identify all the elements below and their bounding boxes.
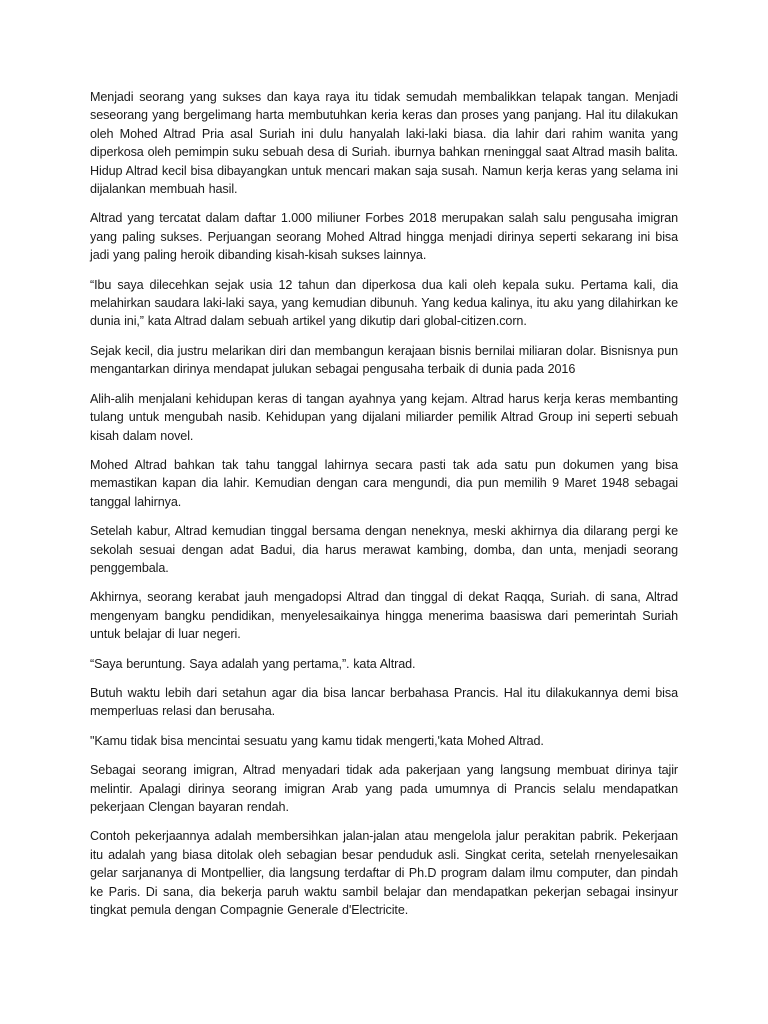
paragraph-10: Butuh waktu lebih dari setahun agar dia bisa lancar berbahasa Prancis. Hal itu dilakukannya demi bisa memperluas relasi dan berusaha. bbox=[90, 685, 678, 719]
paragraph-8: Akhirnya, seorang kerabat jauh mengadopsi Altrad dan tinggal di dekat Raqqa, Suriah. di sana, Altrad mengenyam bangku pendidikan, menyelesaikainya hingga menerima baasiswa dari pemerintah Suriah untuk belajar di luar negeri. bbox=[90, 590, 678, 642]
paragraph-4: Sejak kecil, dia justru melarikan diri dan membangun kerajaan bisnis bernilai miliaran dolar. Bisnisnya pun mengantarkan dirinya mendapat julukan sebagai pengusaha terbaik di dunia pada 2016 bbox=[90, 343, 678, 377]
paragraph-6: Mohed Altrad bahkan tak tahu tanggal lahirnya secara pasti tak ada satu pun dokumen yang bisa memastikan kapan dia lahir. Kemudian dengan cara mengundi, dia pun memilih 9 Maret 1948 sebagai tanggal lahirnya. bbox=[90, 457, 678, 509]
paragraph-2: Altrad yang tercatat dalam daftar 1.000 miliuner Forbes 2018 merupakan salah salu pengusaha imigran yang paling sukses. Perjuangan seorang Mohed Altrad hingga menjadi dirinya seperti sekarang ini bisa jadi yang paling heroik dibanding kisah-kisah sukses lainnya. bbox=[90, 211, 678, 263]
paragraph-1: Menjadi seorang yang sukses dan kaya raya itu tidak semudah membalikkan telapak tangan. Menjadi seseorang yang bergelimang harta membutuhkan keria keras dan proses yang panjang. Hal itu dilakukan oleh Mohed Altrad Pria asal Suriah ini dulu hanyalah laki-laki biasa. dia lahir dari rahim wanita yang diperkosa oleh pemimpin suku sebuah desa di Suriah. iburnya bahkan rneninggal saat Altrad masih balita. Hidup Altrad kecil bisa dibayangkan untuk mencari makan saja susah. Namun kerja keras yang selama ini dijalankan membuah hasil. bbox=[90, 90, 678, 197]
document-page bbox=[90, 88, 678, 930]
paragraph-11: "Kamu tidak bisa mencintai sesuatu yang kamu tidak mengerti,'kata Mohed Altrad. bbox=[90, 733, 544, 748]
paragraph-7: Setelah kabur, Altrad kemudian tinggal bersama dengan neneknya, meski akhirnya dia dilarang pergi ke sekolah sesuai dengan adat Badui, dia harus merawat kambing, domba, dan unta, menjadi seorang penggembala. bbox=[90, 524, 678, 575]
paragraph-12: Sebagai seorang imigran, Altrad menyadari tidak ada pakerjaan yang langsung membuat dirinya tajir melintir. Apalagi dirinya seorang imigran Arab yang pada umumnya di Prancis selalu mendapatkan pekerjaan Clengan bayaran rendah. bbox=[90, 763, 678, 814]
paragraph-13: Contoh pekerjaannya adalah membersihkan jalan-jalan atau mengelola jalur perakitan pabrik. Pekerjaan itu adalah yang biasa ditolak oleh sebagian besar penduduk asli. Singkat cerita, setelah rnenyelesaikan gelar sarjananya di Montpellier, dia langsung terdaftar di Ph.D program dalam ilmu computer, dan pindah ke Paris. Di sana, dia bekerja paruh waktu sambil belajar dan mendapatkan pekerjan sebagai insinyur tingkat pemula dengan Compagnie Generale d'Electricite. bbox=[90, 829, 678, 918]
paragraph-3: “Ibu saya dilecehkan sejak usia 12 tahun dan diperkosa dua kali oleh kepala suku. Pertama kali, dia melahirkan saudara laki-laki saya, yang kemudian dibunuh. Yang kedua kalinya, itu aku yang dilahirkan ke dunia ini,” kata Altrad dalam sebuah artikel yang dikutip dari global-citizen.corn. bbox=[90, 277, 678, 329]
paragraph-5: Alih-alih menjalani kehidupan keras di tangan ayahnya yang kejam. Altrad harus kerja keras membanting tulang untuk mengubah nasib. Kehidupan yang dijalani miliarder pemilik Altrad Group ini seperti sebuah kisah dalam novel. bbox=[90, 391, 678, 443]
paragraph-9: “Saya beruntung. Saya adalah yang pertama,”. kata Altrad. bbox=[90, 656, 416, 671]
